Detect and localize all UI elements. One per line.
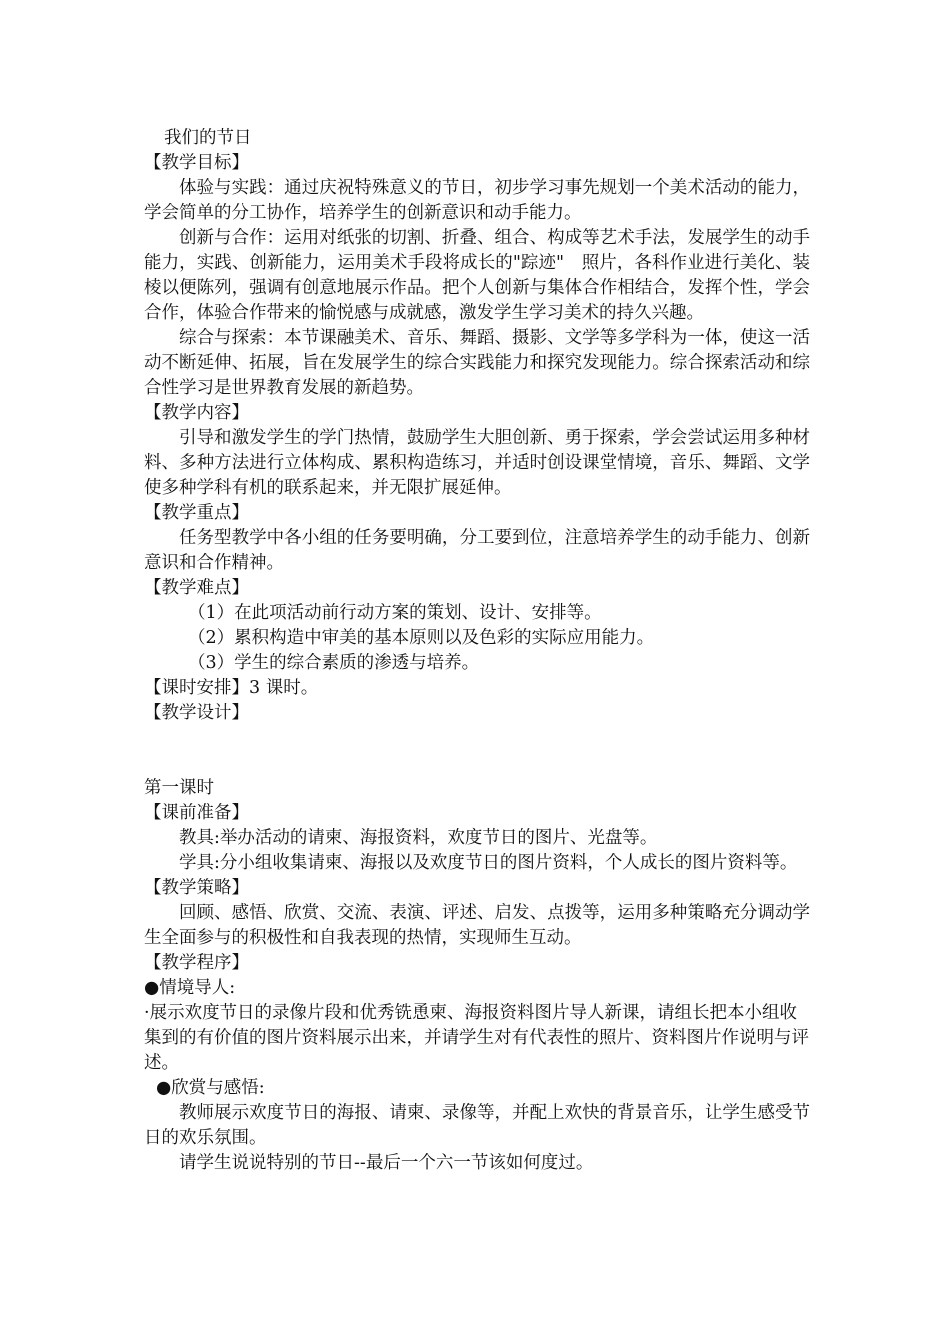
goal-experience-practice: 体验与实践：通过庆祝特殊意义的节日，初步学习事先规划一个美术活动的能力，学会简单的分工协作，培养学生的创新意识和动手能力。: [144, 178, 810, 223]
document-title: 我们的节日: [164, 128, 252, 148]
intro-heading: ●情境导人:: [144, 978, 236, 998]
appreciation-paragraph: 教师展示欢度节日的海报、请柬、录像等，并配上欢快的背景音乐，让学生感受节日的欢乐氛围。: [144, 1103, 810, 1148]
class-schedule: 【课时安排】3 课时。: [144, 678, 319, 698]
teacher-materials: 教具:举办活动的请柬、海报资料，欢度节日的图片、光盘等。: [179, 828, 658, 848]
section-spacer: [144, 726, 810, 776]
lesson-one-title: 第一课时: [144, 778, 214, 798]
goal-integration-exploration: 综合与探索：本节课融美术、音乐、舞蹈、摄影、文学等多学科为一体，使这一活动不断延伸、拓展，旨在发展学生的综合实践能力和探究发现能力。综合探索活动和综合性学习是世界教育发展的新趋势。: [144, 328, 810, 398]
key-points-paragraph: 任务型教学中各小组的任务要明确，分工要到位，注意培养学生的动手能力、创新意识和合作精神。: [144, 528, 810, 573]
heading-key-points: 【教学重点】: [144, 503, 249, 523]
document-page: [144, 126, 810, 1176]
appreciation-question: 请学生说说特别的节日--最后一个六一节该如何度过。: [179, 1153, 594, 1173]
heading-teaching-procedure: 【教学程序】: [144, 953, 249, 973]
heading-teaching-content: 【教学内容】: [144, 403, 249, 423]
teaching-strategy-paragraph: 回顾、感悟、欣赏、交流、表演、评述、启发、点拨等，运用多种策略充分调动学生全面参与的积极性和自我表现的热情，实现师生互动。: [144, 903, 810, 948]
student-materials: 学具:分小组收集请柬、海报以及欢度节日的图片资料，个人成长的图片资料等。: [179, 853, 798, 873]
heading-preparation: 【课前准备】: [144, 803, 249, 823]
difficult-point-item: （2）累积构造中审美的基本原则以及色彩的实际应用能力。: [188, 628, 655, 648]
difficult-point-item: （1）在此项活动前行动方案的策划、设计、安排等。: [188, 603, 602, 623]
heading-teaching-design: 【教学设计】: [144, 703, 249, 723]
intro-paragraph: ·展示欢度节日的录像片段和优秀铣恿柬、海报资料图片导人新课，请组长把本小组收集到的有价值的图片资料展示出来，并请学生对有代表性的照片、资料图片作说明与评述。: [144, 1003, 809, 1073]
teaching-content-paragraph: 引导和激发学生的学门热情，鼓励学生大胆创新、勇于探索，学会尝试运用多种材料、多种方法进行立体构成、累积构造练习，并适时创设课堂情境，音乐、舞蹈、文学使多种学科有机的联系起来，并无限扩展延伸。: [144, 428, 810, 498]
appreciation-heading: ●欣赏与感悟:: [156, 1078, 265, 1098]
heading-teaching-goals: 【教学目标】: [144, 153, 249, 173]
difficult-point-item: （3）学生的综合素质的渗透与培养。: [188, 653, 480, 673]
heading-teaching-strategy: 【教学策略】: [144, 878, 249, 898]
goal-innovation-cooperation: 创新与合作：运用对纸张的切割、折叠、组合、构成等艺术手法，发展学生的动手能力，实践、创新能力，运用美术手段将成长的"踪迹" 照片，各科作业进行美化、装棱以便陈列，强调有创意地展示作品。把个人创新与集体合作相结合，发挥个性，学会合作，体验合作带来的愉悦感与成就感，激发学生学习美术的持久兴趣。: [144, 228, 810, 323]
heading-difficult-points: 【教学难点】: [144, 578, 249, 598]
